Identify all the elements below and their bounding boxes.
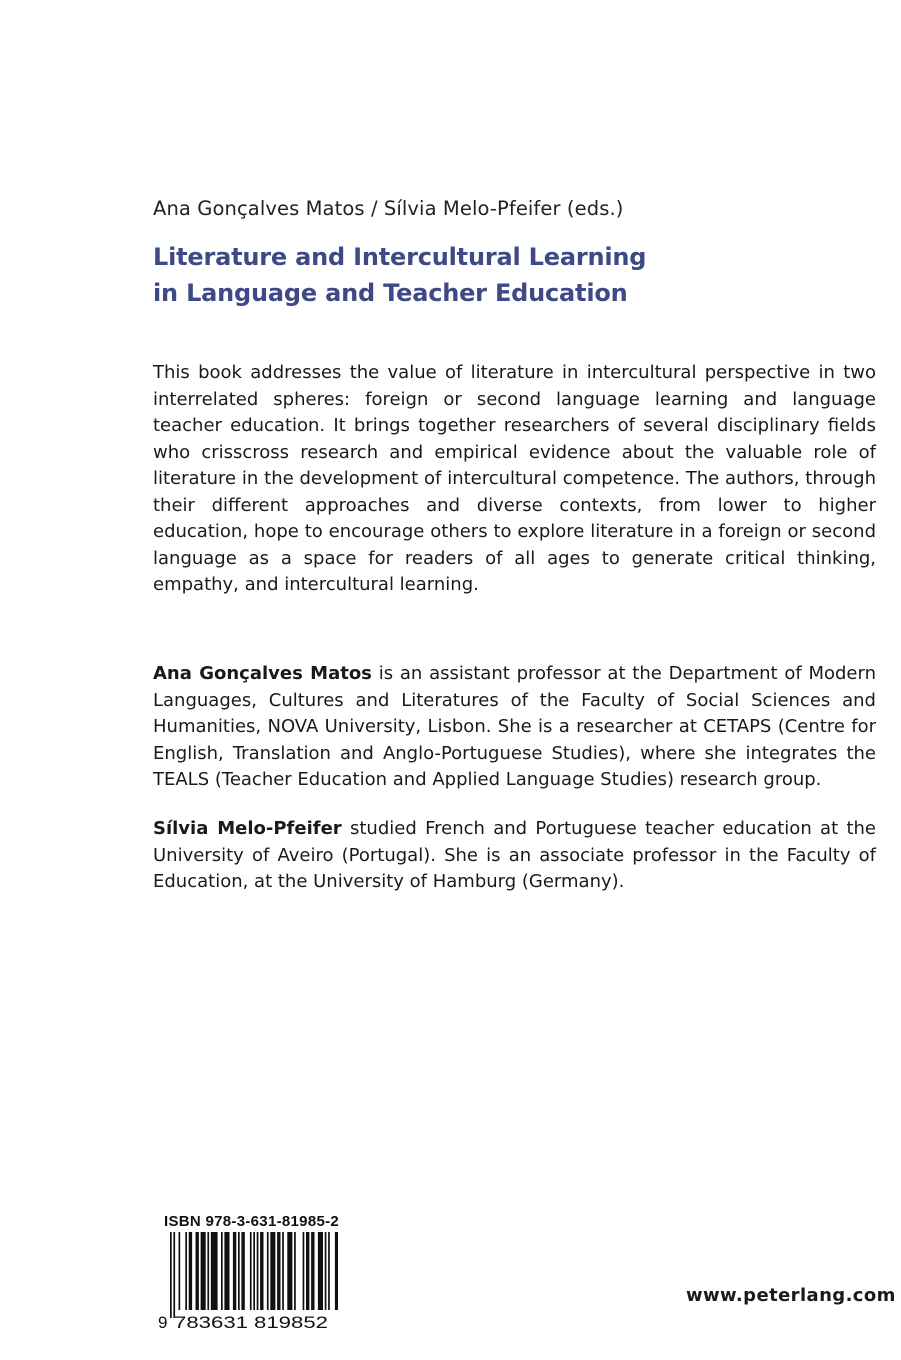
barcode-bar	[196, 1232, 199, 1310]
barcode-bar	[211, 1232, 218, 1310]
barcode-bar	[253, 1232, 255, 1310]
barcode-bar	[260, 1232, 263, 1310]
barcode-bar	[277, 1232, 280, 1310]
isbn-barcode	[158, 1232, 338, 1330]
barcode-digits-right: 819852	[254, 1313, 328, 1330]
barcode-bar	[173, 1232, 175, 1318]
barcode-bar	[328, 1232, 330, 1310]
editor-bio-1	[153, 661, 876, 794]
barcode-bar	[267, 1232, 269, 1310]
barcode-digits-left: 783631	[174, 1313, 248, 1330]
editor-bio-1-text: is an assistant professor at the Department of Modern Languages, Cultures and Literatures of the Faculty of Social Sciences and Humanities, NOVA University, Lisbon. She is a researcher at CETAPS (Centre for English, Translation and Anglo-Portuguese Studies), where she integrates the TEALS (Teacher Education and Applied Language Studies) research group.	[153, 663, 876, 790]
barcode-bar	[311, 1232, 314, 1310]
publisher-website: www.peterlang.com	[686, 1285, 896, 1306]
barcode-bar	[185, 1232, 187, 1310]
barcode-bar	[189, 1232, 192, 1310]
barcode-bar	[325, 1232, 327, 1310]
barcode-bar	[250, 1232, 252, 1310]
book-title-line-2: in Language and Teacher Education	[153, 279, 628, 307]
barcode-bar	[241, 1232, 244, 1310]
barcode-bar	[335, 1232, 338, 1310]
barcode-bar	[170, 1232, 172, 1318]
barcode-bars	[170, 1232, 338, 1318]
book-blurb: This book addresses the value of literature in intercultural perspective in two interrelated spheres: foreign or second language learning and language teacher education. It brings together researchers of several disciplinary fields who crisscross research and empirical evidence about the valuable role of literature in the development of intercultural competence. The authors, through their different approaches and diverse contexts, from lower to higher education, hope to encourage others to explore literature in a foreign or second language as a space for readers of all ages to generate critical thinking, empathy, and intercultural learning.	[153, 362, 876, 595]
barcode-bar	[224, 1232, 229, 1310]
barcode-bar	[179, 1232, 181, 1310]
barcode-bar	[221, 1232, 223, 1310]
book-title-line-1: Literature and Intercultural Learning	[153, 243, 647, 271]
editor-bio-1-name: Ana Gonçalves Matos	[153, 663, 372, 684]
barcode-bar	[207, 1232, 209, 1310]
barcode-bar	[238, 1232, 240, 1310]
editor-bio-2-text: studied French and Portuguese teacher education at the University of Aveiro (Portugal). She is an associate professor in the Faculty of Education, at the University of Hamburg (Germany).	[153, 818, 876, 892]
barcode-bar	[318, 1232, 323, 1310]
barcode-bar	[270, 1232, 275, 1310]
barcode-bar	[201, 1232, 206, 1310]
barcode-digit-lead: 9	[158, 1313, 168, 1330]
barcode-bar	[282, 1232, 284, 1310]
book-title	[153, 239, 646, 311]
isbn-label: ISBN 978-3-631-81985-2	[164, 1213, 340, 1230]
barcode-bar	[294, 1232, 296, 1310]
editor-bio-2-name: Sílvia Melo-Pfeifer	[153, 818, 342, 839]
barcode-bar	[303, 1232, 305, 1310]
barcode-bar	[257, 1232, 259, 1310]
editor-bio-2	[153, 816, 876, 896]
barcode-bar	[287, 1232, 292, 1310]
barcode-bar	[233, 1232, 236, 1310]
editors-line: Ana Gonçalves Matos / Sílvia Melo-Pfeifer (eds.)	[153, 197, 624, 220]
barcode-bar	[306, 1232, 309, 1310]
